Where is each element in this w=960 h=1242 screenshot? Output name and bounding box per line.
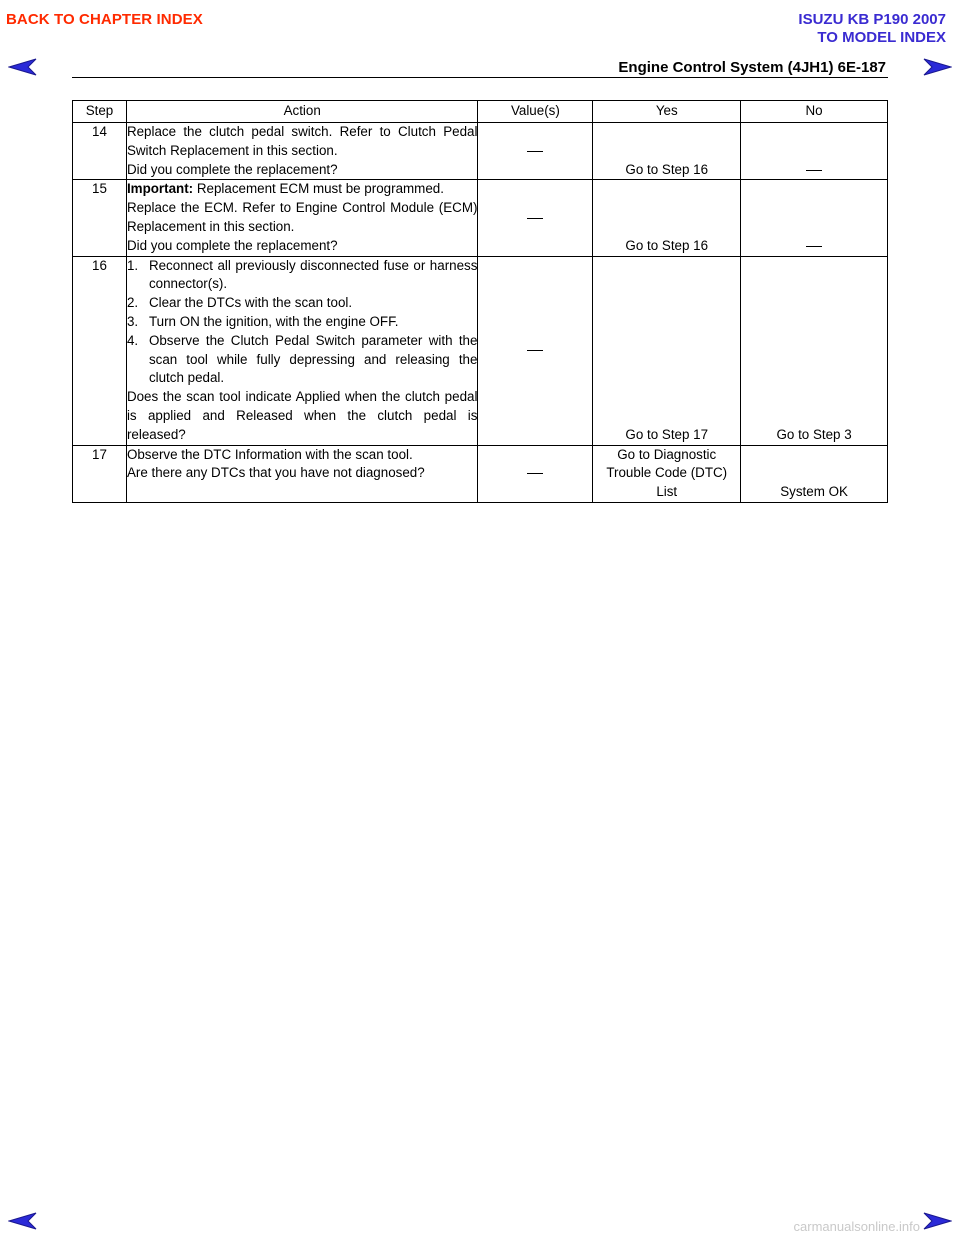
col-action-header: Action <box>126 101 478 123</box>
list-item: 4. Observe the Clutch Pedal Switch parameter with the scan tool while fully depressing and releasing the clutch pedal. <box>126 332 478 386</box>
important-note <box>127 180 478 199</box>
prev-page-arrow-icon[interactable] <box>8 1212 38 1230</box>
dash-mark <box>527 350 543 351</box>
prev-page-arrow-icon[interactable] <box>8 58 38 76</box>
action-question: Did you complete the replacement? <box>126 161 338 177</box>
step-number: 15 <box>73 180 127 256</box>
action-cell <box>126 180 478 256</box>
model-index-links <box>798 11 946 47</box>
table-row <box>73 445 888 502</box>
action-step-list <box>127 257 478 389</box>
list-item: 2. Clear the DTCs with the scan tool. <box>126 295 353 311</box>
table-header-row <box>73 101 888 123</box>
step-number: 17 <box>73 445 127 502</box>
value-cell <box>478 180 593 256</box>
yes-cell: Go to Step 16 <box>593 123 741 180</box>
dash-mark <box>527 218 543 219</box>
action-question: Does the scan tool indicate Applied when the clutch pedal is applied and Released when the clutch pedal is released? <box>126 389 478 442</box>
action-cell <box>126 123 478 180</box>
no-cell: Go to Step 3 <box>741 256 888 445</box>
dash-mark <box>527 473 543 474</box>
action-cell <box>126 256 478 445</box>
important-label: Important: <box>126 181 194 197</box>
value-cell <box>478 256 593 445</box>
dash-mark <box>806 246 822 247</box>
back-to-chapter-link[interactable]: BACK TO CHAPTER INDEX <box>6 11 203 28</box>
yes-cell: Go to Step 16 <box>593 180 741 256</box>
list-item: 1. Reconnect all previously disconnected fuse or harness connector(s). <box>126 257 478 292</box>
important-text: Replacement ECM must be programmed. <box>193 181 444 197</box>
no-cell: System OK <box>741 445 888 502</box>
table-row <box>73 180 888 256</box>
yes-cell: Go to Step 17 <box>593 256 741 445</box>
diagnostic-table <box>72 100 888 503</box>
list-item: 3. Turn ON the ignition, with the engine OFF. <box>126 313 399 329</box>
value-cell <box>478 123 593 180</box>
action-text: Replace the clutch pedal switch. Refer to Clutch Pedal Switch Replacement in this section. <box>126 124 478 158</box>
dash-mark <box>806 170 822 171</box>
watermark-text: carmanualsonline.info <box>793 1219 920 1234</box>
next-page-arrow-icon[interactable] <box>922 1212 952 1230</box>
col-step-header: Step <box>73 101 127 123</box>
header-divider <box>72 77 888 78</box>
value-cell <box>478 445 593 502</box>
no-cell <box>741 123 888 180</box>
action-text: Observe the DTC Information with the scan tool. <box>126 446 413 462</box>
yes-cell: Go to Diagnostic Trouble Code (DTC) List <box>593 445 741 502</box>
action-question: Are there any DTCs that you have not diagnosed? <box>126 465 425 481</box>
next-page-arrow-icon[interactable] <box>922 58 952 76</box>
action-cell <box>126 445 478 502</box>
table-row <box>73 256 888 445</box>
col-values-header: Value(s) <box>478 101 593 123</box>
no-cell <box>741 180 888 256</box>
dash-mark <box>527 151 543 152</box>
col-no-header: No <box>741 101 888 123</box>
step-number: 16 <box>73 256 127 445</box>
action-question: Did you complete the replacement? <box>126 237 338 253</box>
table-row <box>73 123 888 180</box>
col-yes-header: Yes <box>593 101 741 123</box>
model-title-link[interactable]: ISUZU KB P190 2007 <box>798 11 946 28</box>
model-index-link[interactable]: TO MODEL INDEX <box>817 29 946 46</box>
page-title: Engine Control System (4JH1) 6E-187 <box>618 59 886 76</box>
step-number: 14 <box>73 123 127 180</box>
action-text: Replace the ECM. Refer to Engine Control Module (ECM) Replacement in this section. <box>126 200 478 234</box>
